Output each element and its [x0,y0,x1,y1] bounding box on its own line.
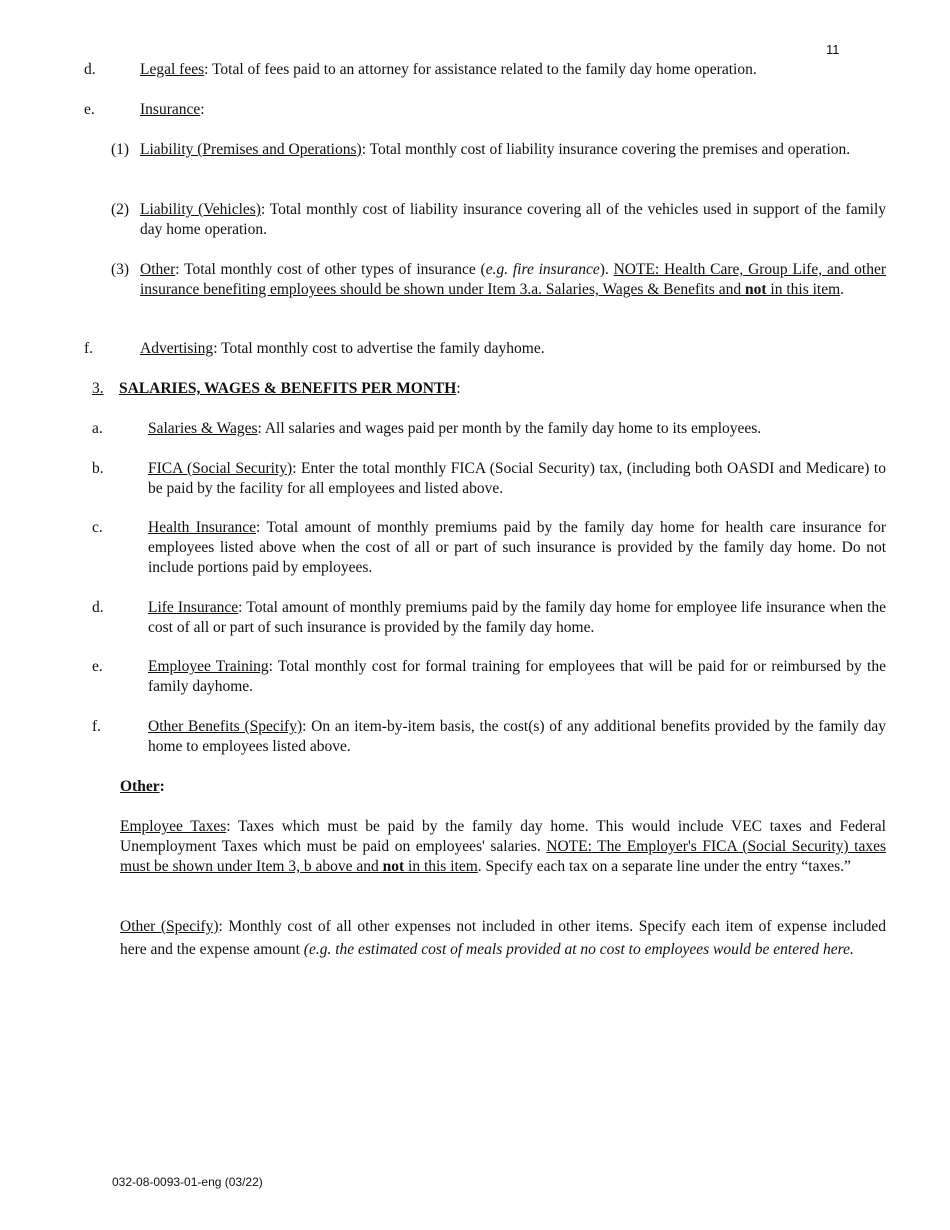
fica-label: FICA (Social Security) [148,460,293,477]
employee-training-label: Employee Training [148,658,269,675]
salaries-label: Salaries & Wages [148,420,258,437]
subitem-marker: (2) [111,201,130,218]
item-marker: a. [92,420,103,437]
page-number: 11 [826,42,840,57]
item-marker: c. [92,519,103,536]
liability-premises-text: : Total monthly cost of liability insurance covering the premises and operation. [361,141,851,158]
life-insurance-label: Life Insurance [148,599,239,616]
liability-vehicles-label: Liability (Vehicles) [140,201,261,218]
other-specify-text: : Monthly cost of all other expenses not included in other items. Specify each item of expense included here and the expense amount [120,918,886,958]
liability-premises-item [140,140,886,160]
insurance-note: and [714,281,745,298]
liability-vehicles-text: : Total monthly cost of liability insurance covering all of the vehicles used in support of the family day home operation. [140,201,887,238]
taxes-note: NOTE: The Employer's FICA (Social Security) taxes must be shown under Item 3, b above and [120,838,886,875]
employee-taxes-label: Employee Taxes [120,818,227,835]
advertising-text: : Total monthly cost to advertise the family dayhome. [213,340,545,357]
item-marker: e. [84,101,95,118]
employee-training-item [148,657,886,697]
insurance-note: in this item [766,281,841,298]
other-insurance-text: ). [599,261,614,278]
health-insurance-label: Health Insurance [148,519,257,536]
other-insurance-text: : Total monthly cost of other types of insurance ( [175,261,486,278]
employee-taxes-end: . Specify each tax on a separate line under the entry “taxes.” [477,858,851,875]
legal-fees-label: Legal fees [140,61,205,78]
subitem-marker: (3) [111,261,130,278]
insurance-note: NOTE: Health Care, Group Life, and other insurance benefiting employees should be shown under Item 3.a. Salaries, Wages & Benefits [140,261,886,298]
other-specify-label: Other (Specify) [120,918,219,935]
period: . [840,281,845,298]
other-benefits-item [148,717,886,757]
legal-fees-text: : Total of fees paid to an attorney for assistance related to the family day home operation. [204,61,757,78]
insurance-item [140,100,886,120]
item-marker: f. [84,340,94,357]
other-insurance-label: Other [140,261,176,278]
insurance-text: : [200,101,205,118]
health-insurance-text: : Total amount of monthly premiums paid by the family day home for health care insurance for employees listed above when the cost of all or part of such insurance is provided by the family day home. Do not include portions paid by employees. [148,519,887,576]
item-marker: d. [92,599,104,616]
example-text: e.g. fire insurance [485,261,600,278]
insurance-label: Insurance [140,101,201,118]
other-benefits-label: Other Benefits (Specify) [148,718,303,735]
item-marker: b. [92,460,104,477]
liability-premises-label: Liability (Premises and Operations) [140,141,362,158]
section-colon: : [456,380,461,397]
section-title: SALARIES, WAGES & BENEFITS PER MONTH [119,380,457,397]
legal-fees-item [140,60,886,80]
other-insurance-item [140,260,886,300]
item-marker: f. [92,718,102,735]
item-marker: e. [92,658,103,675]
employee-training-text: : Total monthly cost for formal training for employees that will be paid for or reimbursed by the family dayhome. [148,658,886,695]
form-number-footer: 032-08-0093-01-eng (03/22) [112,1175,263,1189]
other-heading-colon: : [159,778,165,795]
other-benefits-text: : On an item-by-item basis, the cost(s) of any additional benefits provided by the family day home to employees listed above. [148,718,886,755]
section-heading [119,379,886,399]
insurance-note-bold: not [744,281,767,298]
salaries-item [148,419,886,439]
other-heading [120,777,886,797]
employee-taxes-text: : Taxes which must be paid by the family day home. This would include VEC taxes and Federal Unemployment Taxes which must be paid on employees' salaries. [120,818,886,855]
section-number: 3. [92,380,104,397]
other-specify-example: (e.g. the estimated cost of meals provided at no cost to employees would be entered here. [303,941,854,958]
life-insurance-text: : Total amount of monthly premiums paid by the family day home for employee life insurance when the cost of all or part of such insurance is provided by the family day home. [148,599,886,636]
fica-text: : Enter the total monthly FICA (Social Security) tax, (including both OASDI and Medicare) to be paid by the facility for all employees and listed above. [148,460,886,497]
advertising-label: Advertising [140,340,214,357]
advertising-item [140,339,886,359]
taxes-note-bold: not [382,858,405,875]
other-heading-label: Other [120,778,160,795]
fica-item [148,459,886,499]
taxes-note: in this item [404,858,478,875]
item-marker: d. [84,61,96,78]
subitem-marker: (1) [111,141,130,158]
other-specify-item [120,915,886,961]
health-insurance-item [148,518,886,578]
life-insurance-item [148,598,886,638]
salaries-text: : All salaries and wages paid per month by the family day home to its employees. [257,420,762,437]
employee-taxes-item [120,817,886,877]
liability-vehicles-item [140,200,886,240]
